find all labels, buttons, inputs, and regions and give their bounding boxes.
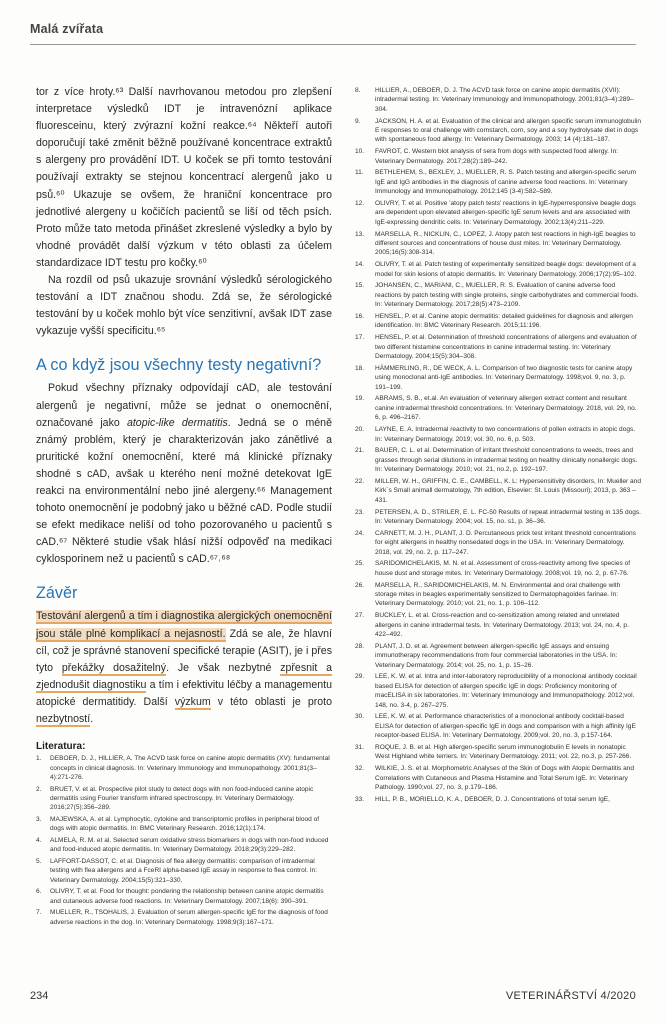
reference-text: WILKIE, J. S. et al. Morphometric Analyses of the Skin of Dogs with Atopic Dermatitis and Correlations with Cutaneous and Plasma Histamine and Total Serum IgE. In: Veterinary Pathology. 1990;vol. 27, no. 3, p.179–186. bbox=[375, 765, 635, 791]
reference-text: PETERSEN, A. D., STRILER, E. L. FC-50 Results of repeat intradermal testing in 135 dogs. In: Veterinary Dermatology. 2004; vol. 15, no. s1, p. 36–36. bbox=[375, 508, 641, 525]
reference-item bbox=[355, 764, 641, 792]
reference-number: 22. bbox=[355, 477, 365, 485]
reference-item bbox=[355, 312, 641, 331]
conclusion-text bbox=[36, 608, 332, 728]
reference-number: 9. bbox=[355, 117, 361, 125]
reference-text: MARSELLA, R., NICKLIN, C., LOPEZ, J. Atopy patch test reactions in high-IgE beagles to different sources and concentrations of house dust mites. In: Veterinary Dermatology. 2005;16(5):308-314. bbox=[375, 230, 636, 257]
reference-text: MARSELLA, R., SARIDOMICHELAKIS, M. N. Environmental and oral challenge with storage mites in beagles experimentally sensitized to Dermatophagoides farinae. In: Veterinary Dermatology. 2010; vol. 21, no. 1, p. 106–112. bbox=[375, 581, 621, 608]
conclusion-text-8: v této oblasti je proto bbox=[210, 695, 332, 708]
reference-item bbox=[355, 611, 641, 639]
negative-tests-paragraph bbox=[36, 380, 332, 568]
reference-text: MAJEWSKA, A. et al. Lymphocytic, cytokine and transcriptomic profiles in peripheral blood of dogs with atopic dermatitis. In: BMC Veterinary Research. 2016;12(1):174. bbox=[50, 815, 320, 833]
highlighted-phrase-3: výzkum bbox=[174, 695, 211, 708]
negative-text-b: . Jedná se o méně známý problém, který je charakterizován jako zánětlivé a pruritické kožní onemocnění, které má klinické příznaky shodné s cAD, avšak u kterého není možné detekovat IgE reakci na environmentální nebo jiné alergeny.⁶⁶ Management tohoto onemocnění je podobný jako u běžné cAD. Podle studií se efekt medikace neliší od toho pozorovaného u pacientů s cAD.⁶⁷ Některé studie však hlásí nižší odpověď na medikaci cyklosporinem než u pacientů s cAD.⁶⁷˒⁶⁸ bbox=[36, 416, 332, 566]
reference-number: 14. bbox=[355, 261, 365, 269]
reference-item bbox=[355, 559, 641, 578]
reference-item bbox=[36, 785, 332, 813]
reference-text: PLANT, J. D. et al. Agreement between allergen-specific IgE assays and ensuing immunotherapy recommendations from four commercial laboratories in the USA. In: Veterinary Dermatology. 2014; vol. 25, no. 1, p. 15–26. bbox=[375, 642, 618, 669]
conclusion-paragraph bbox=[36, 608, 332, 728]
reference-text: HENSEL, P. et al. Canine atopic dermatitis: detailed guidelines for diagnosis and allergen identification. In: BMC Veterinary Research. 2015;11:196. bbox=[375, 313, 633, 330]
reference-number: 29. bbox=[355, 673, 365, 681]
reference-item bbox=[36, 908, 332, 927]
reference-text: BETHLEHEM, S., BEXLEY, J., MUELLER, R. S. Patch testing and allergen-specific serum IgE and IgG antibodies in the diagnosis of canine adverse food reactions. In: Veterinary Immunology and Immunopathology. 2012;145 (3-4):582–589. bbox=[375, 169, 637, 196]
reference-item bbox=[355, 86, 641, 114]
reference-item bbox=[36, 857, 332, 885]
reference-item bbox=[355, 672, 641, 710]
reference-item bbox=[355, 333, 641, 361]
conclusion-text-10: . bbox=[90, 713, 94, 725]
reference-text: JOHANSEN, C., MARIANI, C., MUELLER, R. S. Evaluation of canine adverse food reactions by patch testing with single proteins, single carbohydrates and commercial foods. In: Veterinary Dermatology. 2017;28(5):473–2109. bbox=[375, 282, 639, 309]
reference-item bbox=[355, 581, 641, 609]
reference-number: 17. bbox=[355, 334, 365, 342]
reference-number: 3. bbox=[36, 815, 42, 823]
highlighted-phrase-2: zpřesnit a zjednodušit diagnostiku bbox=[36, 661, 333, 691]
intro-paragraph-1: tor z více hroty.⁶³ Další navrhovanou metodou pro zlepšení interpretace výsledků IDT je intravenózní aplikace fluoresceinu, který zvýrazní kožní reakce.⁶⁴ Někteří autoři doporučují také změnit běžně používané koncentrace extraktů s alergeny pro provádění IDT. U koček se při tomto testování používají extrakty se stejnou koncentrací alergenů jako u psů.⁶⁰ Ukazuje se ovšem, že hraniční koncentrace pro jednotlivé alergeny u kočičích pacientů se liší od těch psích. Proto může tato metoda přinášet zkreslené výsledky a bylo by vhodné provádět další výzkum v této oblasti za účelem standardizace IDT testu pro kočky.⁶⁰ bbox=[36, 86, 332, 269]
reference-item bbox=[355, 281, 641, 309]
reference-text: OLIVRY, T. et al. Patch testing of experimentally sensitized beagle dogs: development of a model for skin lesions of atopic dermatitis. In: Veterinary Dermatology. 2006;17(2):95–102. bbox=[375, 261, 637, 278]
reference-number: 27. bbox=[355, 612, 365, 620]
reference-text: ROQUE, J. B. et al. High allergen-specific serum immunoglobulin E levels in nonatopic West Highland white terriers. In: Veterinary Dermatology. 2011; vol. 22, no.3, p. 257-266. bbox=[375, 743, 632, 761]
reference-text: BUCKLEY, L. et al. Cross-reaction and co-sensitization among related and unrelated allergens in canine intradermal tests. In: Veterinary Dermatology. 2013; vol. 24, no. 4, p. 422–492. bbox=[375, 612, 629, 638]
conclusion-text-4: . Je však nezbytné bbox=[166, 661, 281, 674]
reference-item bbox=[355, 477, 641, 505]
intro-paragraph-2: Na rozdíl od psů ukazuje srovnání výsledků sérologického testování a IDT značnou shodu. Zdá se, že sérologické testování by u koček mohlo být více senzitivní, avšak IDT zase vykazuje vyšší specificitu.⁶⁵ bbox=[36, 274, 332, 338]
reference-number: 8. bbox=[355, 87, 361, 94]
reference-item bbox=[355, 642, 641, 670]
highlighted-sentence: Testování alergenů a tím i diagnostika alergických onemocnění jsou stále plné komplikací a nejasností. bbox=[36, 610, 332, 640]
reference-item bbox=[355, 446, 641, 474]
reference-number: 11. bbox=[355, 169, 364, 177]
reference-text: CARNETT, M. J. H., PLANT, J. D. Percutaneous prick test irritant threshold concentrations for eight allergens in healthy nonsedated dogs in the USA. In: Veterinary Dermatology. 2018, vol. 29, no. 2, p. 117–247. bbox=[375, 529, 636, 556]
reference-number: 15. bbox=[355, 282, 365, 290]
page-number: 234 bbox=[30, 990, 49, 1002]
literature-list-right bbox=[355, 86, 641, 807]
reference-number: 6. bbox=[36, 888, 42, 896]
reference-item bbox=[355, 260, 641, 279]
reference-text: HILLIER, A., DEBOER, D. J. The ACVD task force on canine atopic dermatitis (XVII): intradermal testing. In: Veterinary Immunology and Immunopathology. 2001;81(3–4):289–304. bbox=[375, 87, 634, 113]
conclusion-text-2: Zdá se ale, že hlavní cíl, což je správné stanovení specifické terapie (ASIT), je i přes tyto bbox=[36, 627, 332, 674]
reference-item bbox=[355, 117, 641, 145]
reference-item bbox=[36, 836, 332, 855]
reference-number: 20. bbox=[355, 426, 365, 434]
atopic-like-term: atopic-like dermatitis bbox=[126, 416, 228, 429]
reference-number: 31. bbox=[355, 743, 365, 751]
reference-item bbox=[36, 815, 332, 834]
reference-item bbox=[36, 754, 332, 782]
highlighted-phrase-1: překážky dosažitelný bbox=[61, 661, 167, 674]
reference-text: HILL, P. B., MORIELLO, K. A., DEBOER, D. J. Concentrations of total serum IgE, bbox=[375, 795, 610, 803]
reference-text: MUELLER, R., TSOHALIS, J. Evaluation of serum allergen-specific IgE for the diagnosis of food adverse reactions in the dog. In: Veterinary Dermatology. 1998;9(3):167–171. bbox=[50, 909, 328, 926]
intro-text bbox=[36, 84, 332, 340]
reference-number: 4. bbox=[36, 836, 42, 844]
reference-text: JACKSON, H. A. et al. Evaluation of the clinical and allergen specific serum immunoglobulin E responses to oral challenge with cornstarch, corn, soy and a soy hydrolysate diet in dogs with spontaneous food allergy. In: Veterinary Dermatology. 2003; 14 (4):181–187. bbox=[375, 117, 642, 144]
reference-number: 25. bbox=[355, 560, 365, 568]
reference-text: OLIVRY, T. et al. Positive 'atopy patch tests' reactions in IgE-hyperresponsive beagle dogs are dependent upon elevated allergen-specific IgE serum levels and are associated with IgE-expressing dendritic cells. In: Veterinary Dermatology. 2002;13(4):211–229. bbox=[375, 200, 636, 226]
highlighted-phrase-4: nezbytností bbox=[36, 713, 91, 725]
reference-text: LAYNE, E. A. Intradermal reactivity to two concentrations of pollen extracts in atopic dogs. In: Veterinary Dermatology. 2019; vol. 30, no. 6, p. 503. bbox=[375, 426, 636, 443]
reference-item bbox=[355, 743, 641, 762]
reference-text: ABRAMS, S. B., et.al. An evaluation of veterinary allergen extract content and resultant canine intradermal threshold concentrations. In: Veterinary Dermatology. 2018, vol. 29, no. 6, p. 496–2167. bbox=[375, 395, 637, 422]
section-header: Malá zvířata bbox=[30, 22, 104, 36]
reference-item bbox=[355, 364, 641, 392]
reference-item bbox=[355, 168, 641, 196]
reference-number: 16. bbox=[355, 313, 365, 321]
reference-text: OLIVRY, T. et al. Food for thought: pondering the relationship between canine atopic dermatitis and cutaneous adverse food reactions. In: Veterinary Dermatology. 2007;18(6): 390–391. bbox=[50, 888, 324, 905]
reference-text: BAUER, C. L. et al. Determination of irritant threshold concentrations to weeds, trees and grasses through serial dilutions in intradermal testing on healthy clinically nonallergic dogs. In: Veterinary Dermatology. 2010; vol. 21, no.2, p. 192–197. bbox=[375, 447, 638, 474]
reference-number: 5. bbox=[36, 857, 42, 865]
reference-item bbox=[355, 230, 641, 258]
reference-number: 2. bbox=[36, 785, 42, 793]
reference-text: HENSEL, P. et al. Determination of threshold concentrations of allergens and evaluation of two different histamine concentrations in canine intradermal testing. In: Veterinary Dermatology. 2004;15(5):304–308. bbox=[375, 334, 637, 361]
reference-number: 23. bbox=[355, 508, 365, 516]
reference-number: 1. bbox=[36, 755, 42, 763]
reference-number: 28. bbox=[355, 642, 365, 650]
reference-text: HÄMMERLING, R., DE WECK, A. L. Comparison of two diagnostic tests for canine atopy using monoclonal anti-IgE antibodies. In: Veterinary Dermatology. 1998;vol. 9, no. 3, p. 191–199. bbox=[375, 364, 633, 391]
reference-item bbox=[355, 199, 641, 227]
literature-title: Literatura: bbox=[36, 741, 86, 753]
reference-number: 33. bbox=[355, 795, 365, 803]
reference-text: LEE, K. W. et al. Performance characteristics of a monoclonal antibody cocktail-based ELISA for detection of allergen-specific IgE in dogs and comparison with a high affinity IgE receptor-based ELISA. In: Veterinary Dermatology. 2009;vol. 20, no. 3, p.157-164. bbox=[375, 713, 636, 740]
reference-number: 26. bbox=[355, 581, 365, 589]
reference-number: 19. bbox=[355, 395, 365, 403]
reference-item bbox=[355, 529, 641, 557]
header-divider bbox=[30, 44, 636, 45]
reference-number: 12. bbox=[355, 200, 365, 208]
reference-text: MILLER, W. H., GRIFFIN, C. E., CAMBELL, K. L: Hypersensitivity disorders, In: Mueller and Kirk´s Small animall dermatology, 7th edition, Elsevier: St. Louis (Missouri); 2013, p. 363 – 431. bbox=[375, 477, 641, 504]
journal-issue: VETERINÁŘSTVÍ 4/2020 bbox=[505, 990, 636, 1002]
reference-text: ALMELA, R. M. et al. Selected serum oxidative stress biomarkers in dogs with non-food induced and food-induced atopic dermatitis. In: Veterinary Dermatology. 2018;29(3):229–282. bbox=[50, 836, 329, 854]
reference-number: 7. bbox=[36, 909, 42, 917]
reference-number: 10. bbox=[355, 148, 365, 156]
negative-text-a: Pokud všechny příznaky odpovídají cAD, ale testování alergenů je negativní, může se jednat o onemocnění, označované jako bbox=[36, 382, 332, 429]
reference-number: 18. bbox=[355, 364, 365, 372]
reference-number: 13. bbox=[355, 230, 365, 238]
conclusion-text-6: a tím i efektivitu léčby a managementu atopické dermatitidy. Další bbox=[36, 678, 332, 708]
reference-number: 21. bbox=[355, 447, 365, 455]
reference-text: DEBOER, D. J., HILLIER, A. The ACVD task force on canine atopic dermatitis (XV): fundamental concepts in clinical diagnosis. In: Veterinary Immunology and Immunopathology. 2001;81(3–4):271-276. bbox=[50, 755, 330, 781]
negative-tests-text bbox=[36, 380, 332, 568]
reference-item bbox=[355, 508, 641, 527]
reference-item bbox=[355, 712, 641, 740]
reference-text: LEE, K. W. et al. Intra and inter-laboratory reproducibility of a monoclonal antibody cocktail based ELISA for detection of allergen specific IgE in dogs: Proficiency monitoring of macELISA in six laboratories. In: Veterinary Immunology and Immunopathology. 2012;vol. 148, no. 3-4, p. 267–275. bbox=[375, 673, 637, 709]
reference-item bbox=[355, 394, 641, 422]
reference-item bbox=[355, 147, 641, 166]
left-column bbox=[36, 84, 332, 929]
heading-conclusion: Závěr bbox=[36, 584, 78, 603]
reference-text: SARIDOMICHELAKIS, M. N. et al. Assessment of cross-reactivity among five species of house dust and storage mites. In: Veterinary Dermatology. 2008;vol. 19, no. 2, p. 67-76. bbox=[375, 560, 631, 577]
reference-number: 30. bbox=[355, 713, 365, 721]
reference-item bbox=[355, 425, 641, 444]
heading-negative-tests: A co když jsou všechny testy negativní? bbox=[36, 356, 322, 375]
reference-item bbox=[36, 887, 332, 906]
reference-item bbox=[355, 795, 641, 804]
reference-number: 24. bbox=[355, 529, 365, 537]
reference-text: LAFFORT-DASSOT, C. et al. Diagnosis of flea allergy dermatitis: comparison of intradermal testing with flea allergens and a FceRI alpha-based IgE assay in response to flea control. In: Veterinary Dermatology. 2004;15(5):321–330. bbox=[50, 857, 318, 884]
reference-number: 32. bbox=[355, 765, 365, 773]
literature-list-left bbox=[36, 754, 332, 927]
reference-text: FAVROT, C. Western blot analysis of sera from dogs with suspected food allergy. In: Veterinary Dermatology. 2017;28(2):189–242. bbox=[375, 148, 619, 165]
reference-text: BRUET, V. et al. Prospective pilot study to detect dogs with non food-induced canine atopic dermatitis using Fourier transform infrared spectroscopy. In: Veterinary Dermatology. 2016;27(5):356–289. bbox=[50, 785, 314, 812]
